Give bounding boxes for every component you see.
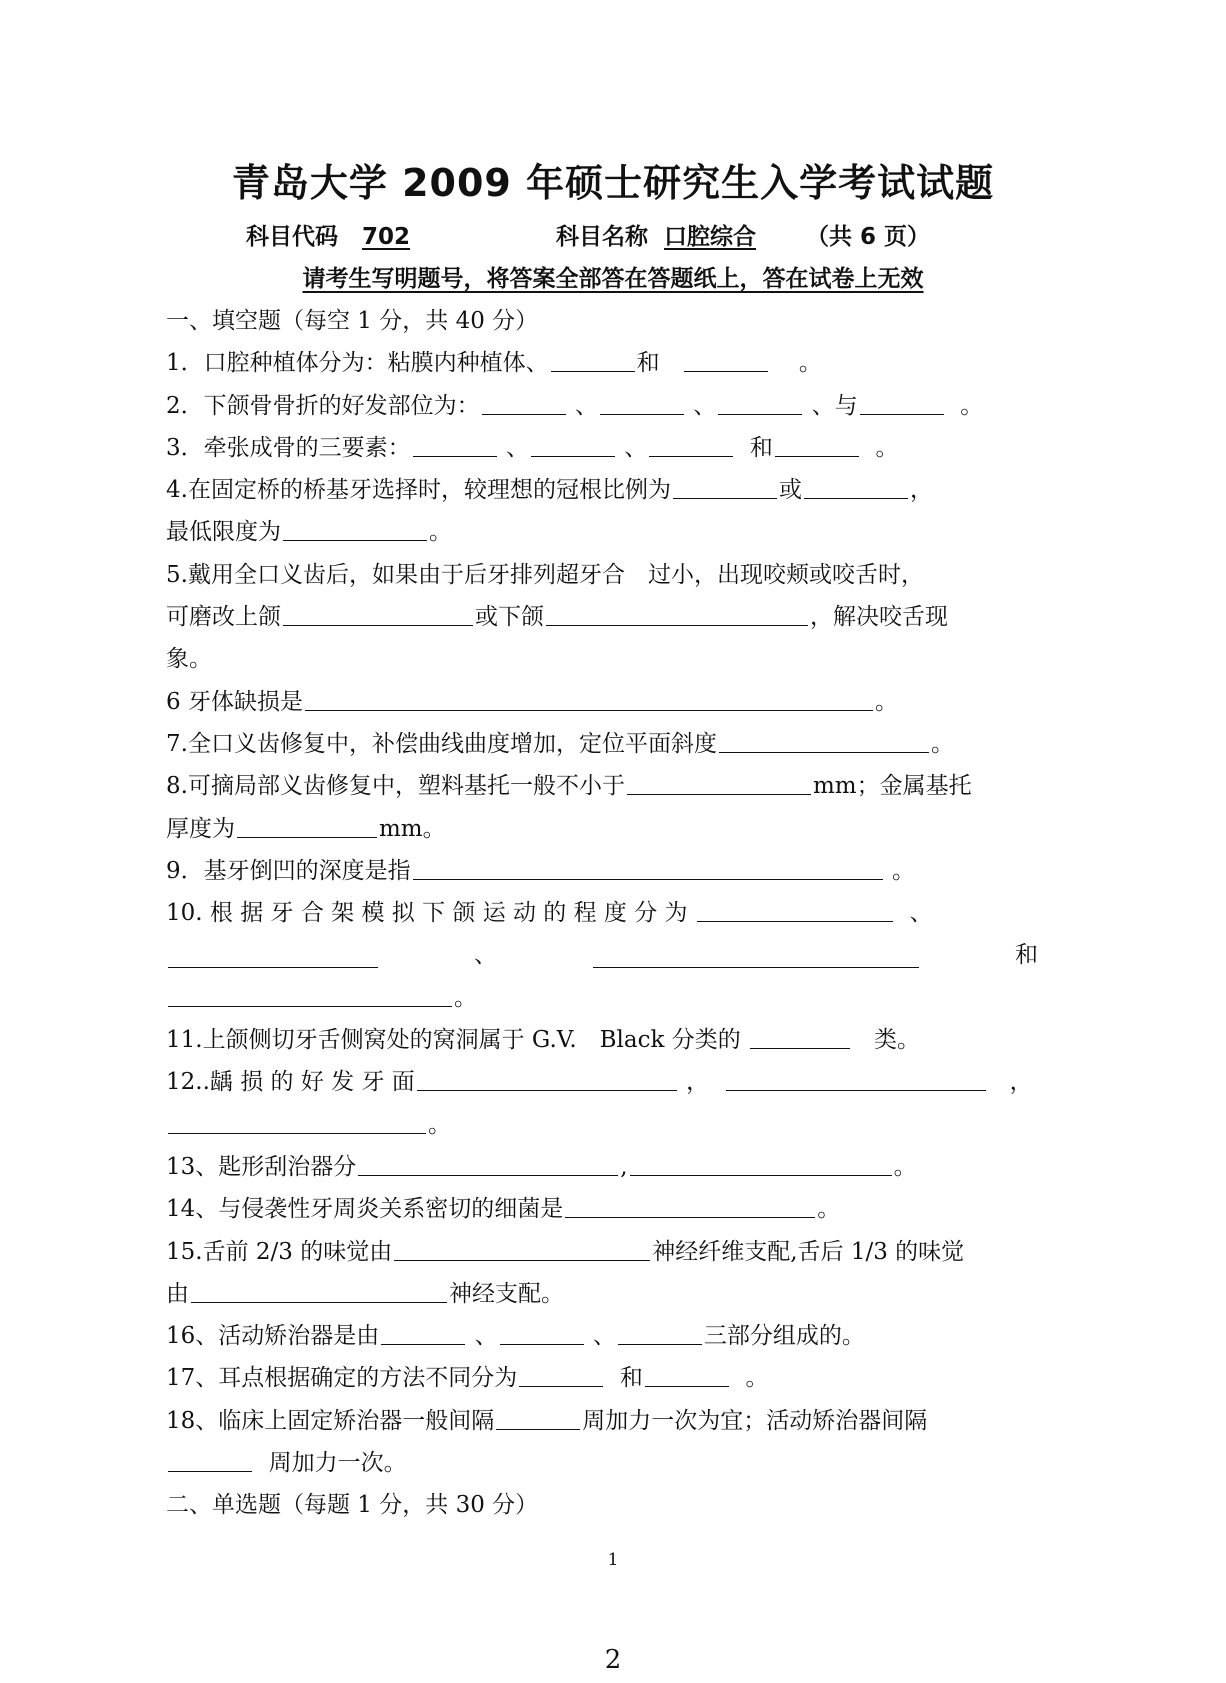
answer-blank [593,943,919,968]
q16-text: 三部分组成的。 [703,1323,865,1350]
q6-text: 。 [874,688,898,715]
subject-name [556,218,756,251]
answer-blank [718,390,802,415]
question-12 [166,1061,1038,1103]
q3-text: 。 [875,434,899,461]
answer-blank [496,1405,580,1430]
answer-blank [673,474,777,499]
question-16 [166,1315,1038,1357]
question-17 [166,1357,1038,1399]
question-13 [166,1146,1038,1188]
question-4 [166,469,1038,511]
subject-code-value: 702 [362,224,411,250]
exam-title: 青岛大学 2009 年硕士研究生入学考试试题 [231,161,995,205]
question-18-cont [166,1442,1038,1484]
answer-blank [358,1151,618,1176]
answer-blank [630,1151,892,1176]
q14-text: 14、与侵袭性牙周炎关系密切的细菌是 [166,1196,564,1223]
answer-blank [482,390,566,415]
answer-blank [649,432,733,457]
answer-blank [305,686,873,711]
answer-blank [519,1362,603,1387]
q1-text: 。 [798,350,822,377]
page-number-inner: 1 [607,1550,619,1570]
q4-text: 4.在固定桥的桥基牙选择时，较理想的冠根比例为 [166,477,671,504]
answer-blank [168,1447,252,1472]
q8-text: mm。 [379,815,446,842]
question-8-cont [166,808,1038,850]
q10-text: 10. 根 据 牙 合 架 模 拟 下 颌 运 动 的 程 度 分 为 [166,900,688,927]
answer-blank [168,943,378,968]
q2-text: 、 [574,392,598,419]
question-10-cont [166,934,1038,976]
q9-text: 9．基牙倒凹的深度是指 [166,857,411,884]
q13-text: , [620,1153,628,1180]
question-8 [166,765,1038,807]
question-15-cont [166,1273,1038,1315]
answer-blank [627,770,811,795]
q17-text: 和 [619,1365,643,1392]
section-fill-in-heading: 一、填空题（每空 1 分，共 40 分） [166,308,539,334]
page-count: （共 6 页） [806,224,931,250]
q8-text: 厚度为 [166,815,235,842]
question-15 [166,1231,1038,1273]
answer-blank [417,1066,677,1091]
q18-text: 18、临床上固定矫治器一般间隔 [166,1407,495,1434]
answer-blank [719,728,929,753]
question-10-cont2 [166,977,1038,1019]
q16-text: 、 [474,1323,498,1350]
exam-body [166,300,1038,1527]
question-7 [166,723,1038,765]
question-1 [166,342,1038,384]
q13-text: 。 [893,1153,917,1180]
q4-text: 或 [778,477,802,504]
q12-text: 12..龋 损 的 好 发 牙 面 [166,1069,415,1096]
answer-blank [394,1236,650,1261]
q10-text: 和 [1015,942,1038,969]
question-12-cont [166,1104,1038,1146]
q18-text: 周加力一次。 [268,1450,407,1477]
answer-blank [565,1193,815,1218]
answer-blank [600,390,684,415]
question-9 [166,850,1038,892]
q16-text: 、 [592,1323,616,1350]
q12-text: ， [1009,1069,1033,1096]
q15-text: 神经支配。 [449,1280,564,1307]
subject-code [246,218,410,251]
q2-text: 、 [693,392,717,419]
subject-code-label: 科目代码 [246,224,338,250]
q18-text: 周加力一次为宜；活动矫治器间隔 [582,1407,928,1434]
answer-blank [804,474,908,499]
answer-blank [531,432,615,457]
answer-blank [618,1320,702,1345]
q17-text: 17、耳点根据确定的方法不同分为 [166,1365,518,1392]
q1-text: 1．口腔种植体分为：粘膜内种植体、 [166,350,549,377]
q5-text: 可磨改上颌 [166,604,281,631]
question-18 [166,1400,1038,1442]
page-number-outer: 2 [604,1645,622,1675]
q12-text: 。 [428,1111,451,1138]
q1-text: 和 [636,350,660,377]
q15-text: 15.舌前 2/3 的味觉由 [166,1238,393,1265]
answer-blank [697,897,893,922]
answer-blank [775,432,859,457]
question-6 [166,681,1038,723]
subject-name-label: 科目名称 [556,224,648,250]
q3-text: 和 [749,434,773,461]
answer-blank [237,813,377,838]
q9-text: 。 [891,857,915,884]
q10-text: 、 [474,942,497,969]
q4-text: 。 [429,519,452,546]
question-4-cont [166,511,1038,553]
q2-text: 2．下颌骨骨折的好发部位为： [166,392,480,419]
answer-blank [726,1066,986,1091]
q3-text: 、 [624,434,648,461]
section-single-choice-heading: 二、单选题（每题 1 分，共 30 分） [166,1492,539,1519]
q7-text: 7.全口义齿修复中，补偿曲线曲度增加，定位平面斜度 [166,730,717,757]
question-5-cont [166,596,1038,638]
q3-text: 、 [505,434,529,461]
q14-text: 。 [817,1196,841,1223]
q3-text: 3．牵张成骨的三要素： [166,434,411,461]
answer-blank [381,1320,465,1345]
answer-blank [645,1362,729,1387]
q10-text: 、 [909,900,933,927]
question-5: 5.戴用全口义齿后，如果由于后牙排列超牙合 过小，出现咬颊或咬舌时， [166,561,924,588]
answer-blank [283,601,473,626]
q15-text: 由 [166,1280,189,1307]
question-3 [166,427,1038,469]
answer-blank [750,1024,850,1049]
q2-text: 、与 [811,392,858,419]
q17-text: 。 [745,1365,769,1392]
q8-text: mm；金属基托 [812,773,972,800]
q2-text: 。 [960,392,984,419]
q11-text: 类。 [874,1027,921,1054]
q15-text: 神经纤维支配,舌后 1/3 的味觉 [652,1238,965,1265]
question-11 [166,1019,1038,1061]
question-14 [166,1188,1038,1230]
question-10 [166,892,1038,934]
q12-text: ， [686,1069,710,1096]
answer-blank [413,432,497,457]
q10-text: 。 [454,984,477,1011]
question-5-cont2: 象。 [166,646,212,673]
q6-text: 6 牙体缺损是 [166,688,303,715]
answer-blank [168,982,452,1007]
answer-blank [546,601,808,626]
answer-blank [191,1278,447,1303]
q5-text: ，解决咬舌现 [810,604,948,631]
q8-text: 8.可摘局部义齿修复中，塑料基托一般不小于 [166,773,625,800]
answer-blank [500,1320,584,1345]
q5-text: 或下颌 [475,604,544,631]
answer-blank [413,855,883,880]
subject-name-value: 口腔综合 [664,224,757,250]
q7-text: 。 [930,730,954,757]
answer-blank [860,390,944,415]
q11-text: 11.上颌侧切牙舌侧窝处的窝洞属于 G.V. Black 分类的 [166,1027,741,1054]
question-2 [166,385,1038,427]
answer-blank [551,347,635,372]
q4-text: 最低限度为 [166,519,281,546]
answer-blank [168,1109,426,1134]
exam-notice: 请考生写明题号，将答案全部答在答题纸上，答在试卷上无效 [302,266,924,292]
answer-blank [684,347,768,372]
q16-text: 16、活动矫治器是由 [166,1323,380,1350]
q4-text: ， [909,477,933,504]
answer-blank [283,516,427,541]
q13-text: 13、匙形刮治器分 [166,1153,357,1180]
